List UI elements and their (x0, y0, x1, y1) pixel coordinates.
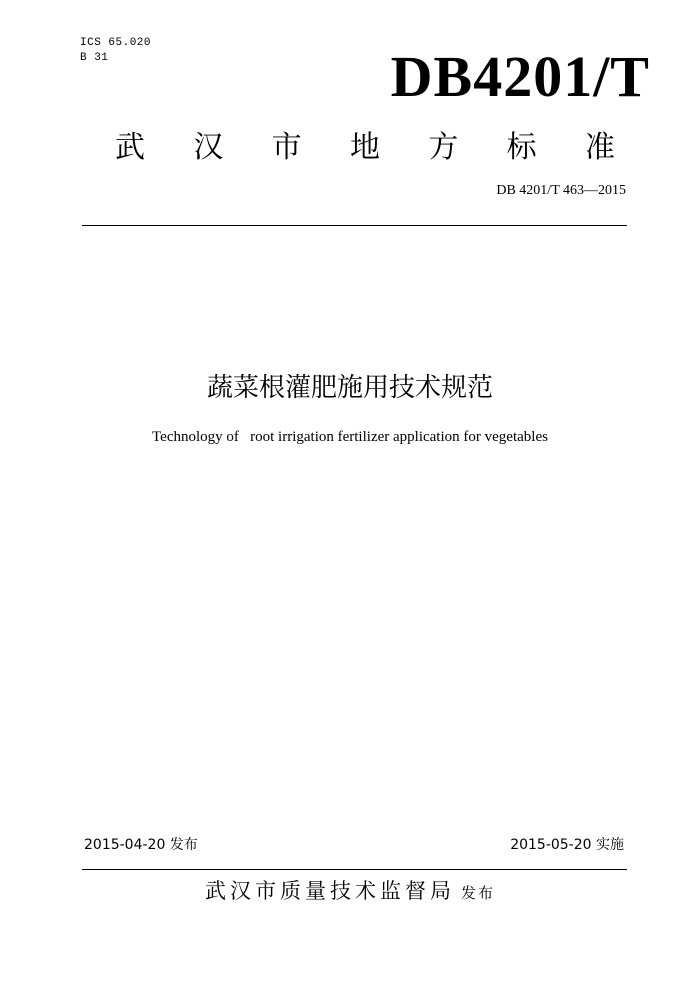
classification-block (80, 36, 151, 66)
standard-type-char: 市 (271, 130, 302, 165)
standard-type-char: 方 (428, 130, 459, 165)
implement-date: 2015-05-20 实施 (510, 837, 624, 853)
standard-type-char: 地 (349, 130, 380, 165)
issuer-row (0, 876, 700, 908)
standard-type-char: 准 (584, 130, 615, 165)
standard-type-char: 汉 (193, 130, 224, 165)
ccs-code: B 31 (80, 52, 109, 64)
standard-number: DB 4201/T 463—2015 (496, 183, 626, 198)
footer-divider (82, 869, 627, 870)
issuer-suffix: 发布 (460, 884, 495, 902)
title-chinese: 蔬菜根灌肥施用技术规范 (206, 373, 493, 403)
standard-type-char: 武 (115, 130, 145, 165)
standard-code: DB4201/T (390, 44, 650, 109)
standard-type-char: 标 (506, 130, 537, 165)
publish-date: 2015-04-20 发布 (84, 837, 198, 853)
title-english: Technology of root irrigation fertilizer application for vegetables (152, 429, 548, 445)
issuer-name: 武汉市质量技术监督局 (204, 879, 455, 903)
standard-type (115, 128, 615, 168)
header-divider (82, 225, 627, 226)
ics-code: ICS 65.020 (80, 37, 152, 49)
